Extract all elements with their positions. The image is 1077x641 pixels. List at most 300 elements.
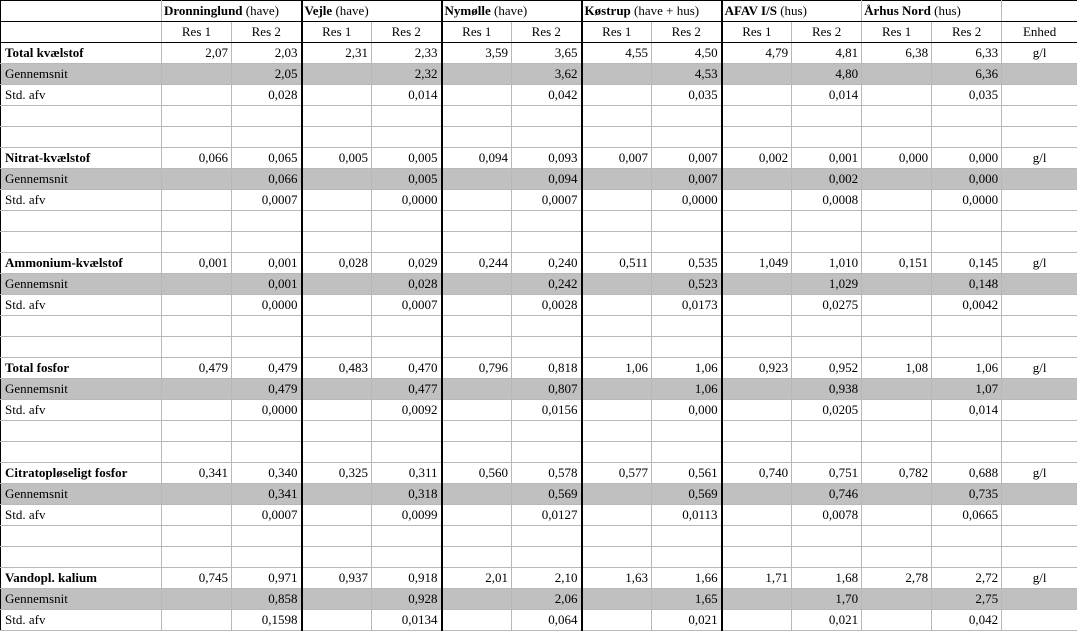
empty-cell: [442, 526, 512, 547]
empty-cell: [162, 316, 232, 337]
value-cell: 0,000: [862, 148, 932, 169]
empty-cell: [1002, 169, 1077, 190]
mean-value: 0,001: [232, 274, 302, 295]
empty-cell: [302, 127, 372, 148]
empty-cell: [232, 337, 302, 358]
empty-cell: [582, 127, 652, 148]
res2-header: Res 2: [512, 22, 582, 43]
mean-row: [1, 484, 1077, 505]
measurement-row: [1, 568, 1077, 589]
empty-cell: [1002, 505, 1077, 526]
parameter-label: Total fosfor: [1, 358, 162, 379]
std-value: 0,042: [932, 610, 1002, 631]
empty-cell: [722, 169, 792, 190]
parameter-label: Vandopl. kalium: [1, 568, 162, 589]
mean-value: 0,000: [932, 169, 1002, 190]
empty-cell: [442, 421, 512, 442]
mean-value: 0,858: [232, 589, 302, 610]
empty-cell: [862, 85, 932, 106]
empty-cell: [932, 232, 1002, 253]
mean-value: 0,318: [372, 484, 442, 505]
value-cell: 0,751: [792, 463, 862, 484]
empty-cell: [582, 190, 652, 211]
unit-header-blank: [1002, 1, 1077, 22]
empty-cell: [1002, 211, 1077, 232]
empty-cell: [792, 421, 862, 442]
empty-cell: [372, 316, 442, 337]
empty-cell: [1002, 484, 1077, 505]
empty-cell: [442, 169, 512, 190]
empty-cell: [302, 232, 372, 253]
empty-cell: [1002, 421, 1077, 442]
empty-cell: [862, 421, 932, 442]
empty-cell: [442, 211, 512, 232]
empty-cell: [162, 526, 232, 547]
empty-cell: [792, 106, 862, 127]
empty-cell: [1, 337, 162, 358]
measurement-row: [1, 463, 1077, 484]
empty-cell: [302, 610, 372, 631]
empty-cell: [862, 211, 932, 232]
res1-header: Res 1: [722, 22, 792, 43]
value-cell: 0,740: [722, 463, 792, 484]
std-value: 0,0007: [232, 190, 302, 211]
spacer-row: [1, 211, 1077, 232]
std-row: [1, 610, 1077, 631]
parameter-label: Ammonium-kvælstof: [1, 253, 162, 274]
value-cell: 2,07: [162, 43, 232, 64]
site-header: Dronninglund (have): [162, 1, 302, 22]
empty-cell: [442, 106, 512, 127]
empty-cell: [862, 610, 932, 631]
value-cell: 6,33: [932, 43, 1002, 64]
empty-cell: [582, 442, 652, 463]
empty-cell: [582, 547, 652, 568]
empty-cell: [652, 211, 722, 232]
value-cell: 0,000: [932, 148, 1002, 169]
value-cell: 1,71: [722, 568, 792, 589]
value-cell: 0,511: [582, 253, 652, 274]
mean-value: 0,807: [512, 379, 582, 400]
mean-label: Gennemsnit: [1, 274, 162, 295]
std-value: 0,0007: [232, 505, 302, 526]
value-cell: 0,578: [512, 463, 582, 484]
std-value: 0,0665: [932, 505, 1002, 526]
empty-cell: [442, 484, 512, 505]
empty-cell: [1002, 610, 1077, 631]
spacer-row: [1, 547, 1077, 568]
empty-cell: [512, 421, 582, 442]
empty-cell: [372, 232, 442, 253]
empty-cell: [302, 337, 372, 358]
mean-row: [1, 274, 1077, 295]
mean-value: 0,746: [792, 484, 862, 505]
spacer-row: [1, 526, 1077, 547]
empty-cell: [582, 526, 652, 547]
empty-cell: [302, 589, 372, 610]
value-cell: 0,065: [232, 148, 302, 169]
empty-cell: [1, 127, 162, 148]
empty-cell: [932, 127, 1002, 148]
value-cell: 1,06: [932, 358, 1002, 379]
empty-cell: [1002, 337, 1077, 358]
mean-value: 2,32: [372, 64, 442, 85]
empty-cell: [582, 610, 652, 631]
empty-cell: [582, 589, 652, 610]
empty-cell: [582, 295, 652, 316]
mean-label: Gennemsnit: [1, 64, 162, 85]
empty-cell: [932, 211, 1002, 232]
empty-cell: [512, 232, 582, 253]
empty-cell: [512, 211, 582, 232]
mean-label: Gennemsnit: [1, 484, 162, 505]
empty-cell: [652, 337, 722, 358]
mean-value: 0,479: [232, 379, 302, 400]
site-header: Nymølle (have): [442, 1, 582, 22]
value-cell: 1,010: [792, 253, 862, 274]
empty-cell: [862, 169, 932, 190]
std-value: 0,0113: [652, 505, 722, 526]
empty-cell: [792, 316, 862, 337]
value-cell: 1,63: [582, 568, 652, 589]
empty-cell: [512, 547, 582, 568]
empty-cell: [1002, 127, 1077, 148]
mean-row: [1, 169, 1077, 190]
spacer-row: [1, 127, 1077, 148]
parameter-label: Citratopløseligt fosfor: [1, 463, 162, 484]
empty-cell: [862, 589, 932, 610]
value-cell: 0,796: [442, 358, 512, 379]
value-cell: 0,918: [372, 568, 442, 589]
empty-cell: [722, 484, 792, 505]
empty-cell: [722, 505, 792, 526]
value-cell: 0,001: [232, 253, 302, 274]
empty-cell: [582, 316, 652, 337]
empty-cell: [442, 610, 512, 631]
empty-cell: [1002, 442, 1077, 463]
empty-cell: [232, 547, 302, 568]
mean-value: 4,80: [792, 64, 862, 85]
std-value: 0,0078: [792, 505, 862, 526]
unit-header: Enhed: [1002, 22, 1077, 43]
empty-cell: [302, 421, 372, 442]
empty-cell: [582, 274, 652, 295]
value-cell: 0,479: [162, 358, 232, 379]
value-cell: 2,33: [372, 43, 442, 64]
measurement-row: [1, 358, 1077, 379]
empty-cell: [862, 190, 932, 211]
empty-cell: [932, 442, 1002, 463]
empty-cell: [582, 232, 652, 253]
res1-header: Res 1: [442, 22, 512, 43]
empty-cell: [162, 232, 232, 253]
value-cell: 2,78: [862, 568, 932, 589]
empty-cell: [162, 442, 232, 463]
mean-row: [1, 379, 1077, 400]
mean-value: 1,70: [792, 589, 862, 610]
empty-cell: [372, 127, 442, 148]
empty-cell: [302, 379, 372, 400]
empty-cell: [932, 316, 1002, 337]
std-label: Std. afv: [1, 610, 162, 631]
std-row: [1, 295, 1077, 316]
empty-cell: [232, 421, 302, 442]
std-value: 0,0099: [372, 505, 442, 526]
value-cell: 0,340: [232, 463, 302, 484]
empty-cell: [302, 64, 372, 85]
std-value: 0,021: [652, 610, 722, 631]
value-cell: 0,007: [582, 148, 652, 169]
empty-cell: [862, 379, 932, 400]
mean-value: 1,07: [932, 379, 1002, 400]
std-value: 0,035: [652, 85, 722, 106]
mean-label: Gennemsnit: [1, 589, 162, 610]
empty-cell: [512, 127, 582, 148]
empty-cell: [722, 106, 792, 127]
mean-value: 2,05: [232, 64, 302, 85]
value-cell: 0,577: [582, 463, 652, 484]
std-value: 0,0275: [792, 295, 862, 316]
empty-cell: [862, 547, 932, 568]
std-value: 0,0028: [512, 295, 582, 316]
std-label: Std. afv: [1, 295, 162, 316]
mean-value: 0,735: [932, 484, 1002, 505]
std-row: [1, 85, 1077, 106]
std-value: 0,1598: [232, 610, 302, 631]
unit-cell: g/l: [1002, 358, 1077, 379]
value-cell: 0,470: [372, 358, 442, 379]
std-value: 0,0007: [512, 190, 582, 211]
empty-cell: [932, 106, 1002, 127]
empty-cell: [162, 379, 232, 400]
empty-cell: [442, 316, 512, 337]
value-cell: 1,08: [862, 358, 932, 379]
std-value: 0,014: [792, 85, 862, 106]
std-row: [1, 505, 1077, 526]
std-value: 0,021: [792, 610, 862, 631]
empty-cell: [302, 295, 372, 316]
value-cell: 2,10: [512, 568, 582, 589]
empty-cell: [862, 337, 932, 358]
empty-cell: [162, 400, 232, 421]
empty-cell: [792, 232, 862, 253]
mean-value: 0,005: [372, 169, 442, 190]
empty-cell: [162, 190, 232, 211]
empty-cell: [302, 442, 372, 463]
mean-value: 0,928: [372, 589, 442, 610]
empty-cell: [162, 484, 232, 505]
value-cell: 1,049: [722, 253, 792, 274]
empty-cell: [162, 64, 232, 85]
value-cell: 1,66: [652, 568, 722, 589]
std-value: 0,0000: [932, 190, 1002, 211]
mean-value: 4,53: [652, 64, 722, 85]
empty-cell: [722, 85, 792, 106]
empty-cell: [1002, 526, 1077, 547]
empty-cell: [302, 190, 372, 211]
measurement-row: [1, 253, 1077, 274]
corner-cell: [1, 22, 162, 43]
empty-cell: [372, 421, 442, 442]
res2-header: Res 2: [232, 22, 302, 43]
value-cell: 0,923: [722, 358, 792, 379]
std-value: 0,028: [232, 85, 302, 106]
value-cell: 0,029: [372, 253, 442, 274]
empty-cell: [442, 400, 512, 421]
empty-cell: [582, 379, 652, 400]
empty-cell: [302, 484, 372, 505]
mean-row: [1, 64, 1077, 85]
parameter-label: Total kvælstof: [1, 43, 162, 64]
empty-cell: [162, 505, 232, 526]
std-label: Std. afv: [1, 505, 162, 526]
spacer-row: [1, 316, 1077, 337]
empty-cell: [862, 274, 932, 295]
std-label: Std. afv: [1, 190, 162, 211]
mean-value: 2,06: [512, 589, 582, 610]
empty-cell: [722, 127, 792, 148]
empty-cell: [722, 442, 792, 463]
mean-value: 3,62: [512, 64, 582, 85]
res2-header: Res 2: [792, 22, 862, 43]
empty-cell: [372, 526, 442, 547]
empty-cell: [1002, 190, 1077, 211]
value-cell: 0,818: [512, 358, 582, 379]
value-cell: 0,001: [792, 148, 862, 169]
empty-cell: [722, 547, 792, 568]
empty-cell: [162, 274, 232, 295]
std-value: 0,064: [512, 610, 582, 631]
value-cell: 0,244: [442, 253, 512, 274]
res2-header: Res 2: [932, 22, 1002, 43]
mean-value: 0,523: [652, 274, 722, 295]
empty-cell: [232, 442, 302, 463]
empty-cell: [722, 295, 792, 316]
empty-cell: [1002, 589, 1077, 610]
empty-cell: [162, 211, 232, 232]
std-value: 0,0134: [372, 610, 442, 631]
empty-cell: [722, 232, 792, 253]
empty-cell: [232, 316, 302, 337]
value-cell: 1,06: [652, 358, 722, 379]
std-value: 0,000: [652, 400, 722, 421]
empty-cell: [792, 442, 862, 463]
site-header: Vejle (have): [302, 1, 442, 22]
empty-cell: [442, 232, 512, 253]
empty-cell: [442, 379, 512, 400]
value-cell: 0,093: [512, 148, 582, 169]
empty-cell: [442, 547, 512, 568]
value-cell: 4,81: [792, 43, 862, 64]
empty-cell: [722, 316, 792, 337]
std-value: 0,0042: [932, 295, 1002, 316]
value-cell: 0,341: [162, 463, 232, 484]
empty-cell: [1002, 64, 1077, 85]
empty-cell: [442, 64, 512, 85]
site-header: Århus Nord (hus): [862, 1, 1002, 22]
mean-value: 0,569: [512, 484, 582, 505]
value-cell: 2,03: [232, 43, 302, 64]
res1-header: Res 1: [162, 22, 232, 43]
empty-cell: [932, 547, 1002, 568]
std-value: 0,0092: [372, 400, 442, 421]
empty-cell: [442, 337, 512, 358]
empty-cell: [722, 421, 792, 442]
empty-cell: [722, 274, 792, 295]
value-cell: 4,50: [652, 43, 722, 64]
empty-cell: [1, 232, 162, 253]
empty-cell: [162, 610, 232, 631]
empty-cell: [1002, 400, 1077, 421]
empty-cell: [1, 316, 162, 337]
res2-header: Res 2: [652, 22, 722, 43]
value-cell: 0,145: [932, 253, 1002, 274]
empty-cell: [232, 232, 302, 253]
value-cell: 0,028: [302, 253, 372, 274]
mean-value: 6,36: [932, 64, 1002, 85]
empty-cell: [862, 232, 932, 253]
empty-cell: [302, 316, 372, 337]
res1-header: Res 1: [302, 22, 372, 43]
empty-cell: [1002, 274, 1077, 295]
value-cell: 4,55: [582, 43, 652, 64]
empty-cell: [162, 589, 232, 610]
value-cell: 0,325: [302, 463, 372, 484]
empty-cell: [862, 316, 932, 337]
mean-value: 0,066: [232, 169, 302, 190]
value-cell: 3,59: [442, 43, 512, 64]
value-cell: 3,65: [512, 43, 582, 64]
value-cell: 0,240: [512, 253, 582, 274]
empty-cell: [1, 547, 162, 568]
mean-value: 0,477: [372, 379, 442, 400]
unit-cell: g/l: [1002, 148, 1077, 169]
value-cell: 0,007: [652, 148, 722, 169]
mean-row: [1, 589, 1077, 610]
empty-cell: [582, 400, 652, 421]
value-cell: 2,72: [932, 568, 1002, 589]
empty-cell: [862, 106, 932, 127]
mean-label: Gennemsnit: [1, 379, 162, 400]
empty-cell: [512, 106, 582, 127]
empty-cell: [582, 85, 652, 106]
empty-cell: [652, 442, 722, 463]
mean-value: 1,029: [792, 274, 862, 295]
empty-cell: [652, 232, 722, 253]
unit-cell: g/l: [1002, 568, 1077, 589]
empty-cell: [1, 442, 162, 463]
unit-cell: g/l: [1002, 463, 1077, 484]
value-cell: 0,151: [862, 253, 932, 274]
empty-cell: [1002, 295, 1077, 316]
res1-header: Res 1: [862, 22, 932, 43]
unit-cell: g/l: [1002, 43, 1077, 64]
mean-value: 0,148: [932, 274, 1002, 295]
value-cell: 0,311: [372, 463, 442, 484]
std-value: 0,042: [512, 85, 582, 106]
value-cell: 6,38: [862, 43, 932, 64]
empty-cell: [792, 337, 862, 358]
empty-cell: [372, 547, 442, 568]
empty-cell: [1002, 85, 1077, 106]
mean-value: 1,65: [652, 589, 722, 610]
mean-value: 0,007: [652, 169, 722, 190]
value-cell: 0,479: [232, 358, 302, 379]
empty-cell: [302, 505, 372, 526]
empty-cell: [582, 484, 652, 505]
empty-cell: [162, 421, 232, 442]
empty-cell: [582, 106, 652, 127]
